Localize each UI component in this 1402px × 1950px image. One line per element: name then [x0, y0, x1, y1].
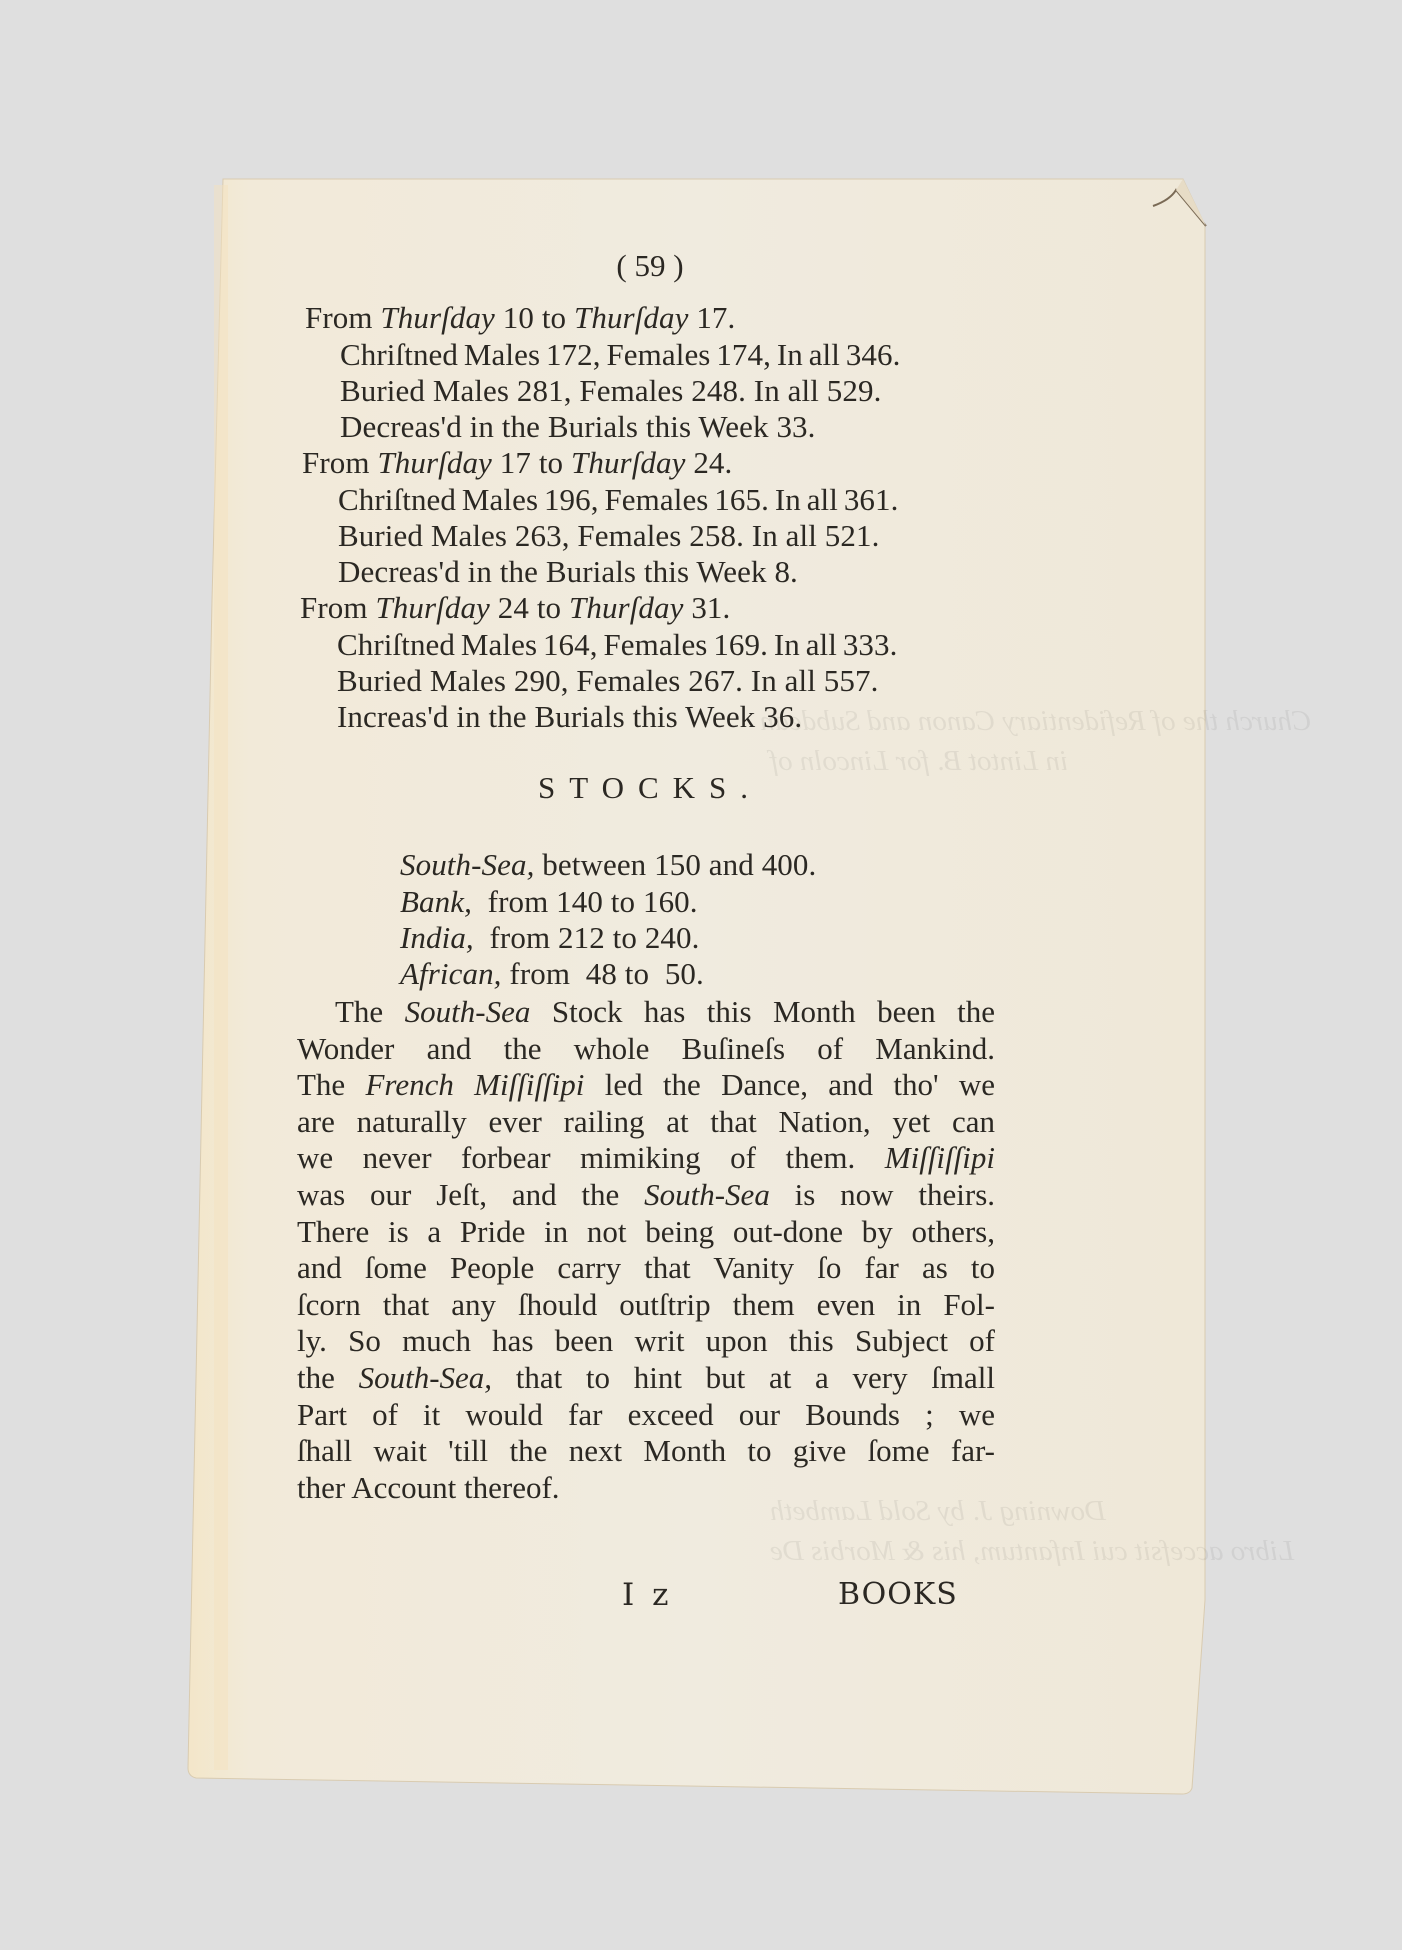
stock-name: South-Sea, — [400, 847, 535, 882]
to-num: 31. — [683, 590, 731, 625]
italic-term: South-Sea — [404, 994, 531, 1029]
stocks-heading: STOCKS. — [537, 770, 763, 805]
stock-name: Bank, — [400, 884, 472, 919]
week-prefix: From — [300, 590, 376, 625]
show-through-text: Libro accefsit cui Infantum, his & Morbis De — [770, 1535, 1295, 1567]
paragraph-line — [297, 1140, 995, 1177]
christned-line: Chriſtned Males 164, Females 169. In all 333. — [337, 627, 898, 662]
christned-line: Chriſtned Males 172, Females 174, In all 346. — [340, 337, 901, 372]
text-run: was our Jeſt, and the — [297, 1177, 645, 1212]
stock-range: from 212 to 240. — [473, 920, 700, 955]
from-num: 17 to — [491, 445, 571, 480]
text-run: There is a Pride in not being out-done by others, — [297, 1213, 995, 1249]
stock-name: African, — [400, 956, 502, 991]
text-run: ly. So much has been writ upon this Subject of — [297, 1323, 995, 1359]
show-through-text: in Lintot B. for Lincoln of — [770, 745, 1069, 777]
paragraph-line — [297, 1323, 995, 1360]
signature-mark: I z — [622, 1577, 673, 1613]
week-heading — [305, 300, 735, 336]
day-to: Thurſday — [569, 590, 684, 625]
paragraph-line — [297, 1470, 995, 1507]
page-number: ( 59 ) — [616, 248, 684, 283]
show-through-text: Downing J. by Sold Lambeth — [770, 1495, 1106, 1527]
text-run: led the Dance, and tho' we — [584, 1067, 995, 1103]
text-run: The — [297, 1067, 366, 1103]
buried-line: Buried Males 290, Females 267. In all 557. — [337, 663, 879, 698]
change-line: Increas'd in the Burials this Week 36. — [337, 699, 803, 734]
day-to: Thurſday — [571, 445, 686, 480]
buried-line: Buried Males 281, Females 248. In all 529. — [340, 373, 882, 408]
from-num: 10 to — [494, 300, 574, 335]
text-run: The — [335, 994, 405, 1029]
paragraph-line — [297, 1360, 995, 1397]
italic-term: South-Sea, — [358, 1360, 493, 1395]
text-run: Wonder and the whole Buſineſs of Mankind. — [297, 1030, 995, 1066]
paragraph-line — [297, 1250, 995, 1287]
paragraph-line — [297, 1433, 995, 1470]
christned-line: Chriſtned Males 196, Females 165. In all 361. — [338, 482, 899, 517]
italic-term: French Miſſiſſipi — [365, 1067, 585, 1103]
to-num: 24. — [685, 445, 733, 480]
show-through-text: Church the of Refidentiary Canon and Subdean — [760, 705, 1312, 737]
stock-range: from 140 to 160. — [471, 884, 698, 919]
day-to: Thurſday — [574, 300, 689, 335]
stock-name: India, — [400, 920, 474, 955]
from-num: 24 to — [489, 590, 569, 625]
text-run: that to hint but at a very ſmall — [492, 1360, 995, 1395]
stock-line — [400, 956, 704, 992]
week-heading — [302, 445, 732, 481]
paragraph-line — [297, 1287, 995, 1324]
text-run: and ſome People carry that Vanity ſo far as to — [297, 1250, 995, 1286]
stock-range: between 150 and 400. — [534, 847, 817, 882]
text-run: ſhall wait 'till the next Month to give ſome far- — [297, 1433, 995, 1469]
week-prefix: From — [305, 300, 381, 335]
text-run: ſcorn that any ſhould outſtrip them even in Fol- — [297, 1286, 995, 1322]
paragraph-line — [297, 1177, 995, 1214]
paragraph-line — [297, 1214, 995, 1251]
buried-line: Buried Males 263, Females 258. In all 521. — [338, 518, 880, 553]
day-from: Thurſday — [375, 590, 490, 625]
italic-term: South-Sea — [644, 1177, 770, 1212]
text-run: is now theirs. — [769, 1177, 996, 1212]
paragraph-line — [335, 994, 995, 1031]
change-line: Decreas'd in the Burials this Week 33. — [340, 409, 816, 444]
week-prefix: From — [302, 445, 378, 480]
paragraph-line — [297, 1067, 995, 1104]
text-run: ther Account thereof. — [297, 1469, 560, 1505]
text-run: Part of it would far exceed our Bounds ; we — [297, 1396, 995, 1432]
stock-line — [400, 920, 699, 956]
text-run: Stock has this Month been the — [530, 994, 995, 1029]
paragraph-line — [297, 1104, 995, 1141]
text-run: we never forbear mimiking of them. — [297, 1140, 885, 1176]
to-num: 17. — [688, 300, 736, 335]
catchword: BOOKS — [838, 1577, 958, 1612]
week-heading — [300, 590, 730, 626]
day-from: Thurſday — [380, 300, 495, 335]
text-run: are naturally ever railing at that Nation, yet can — [297, 1103, 995, 1139]
stock-range: from 48 to 50. — [501, 956, 704, 991]
paragraph-line — [297, 1031, 995, 1068]
italic-term: Miſſiſſipi — [884, 1140, 995, 1176]
paragraph-line — [297, 1397, 995, 1434]
stock-line — [400, 847, 816, 883]
change-line: Decreas'd in the Burials this Week 8. — [338, 554, 798, 589]
day-from: Thurſday — [377, 445, 492, 480]
stock-line — [400, 884, 698, 920]
text-run: the — [297, 1360, 359, 1395]
